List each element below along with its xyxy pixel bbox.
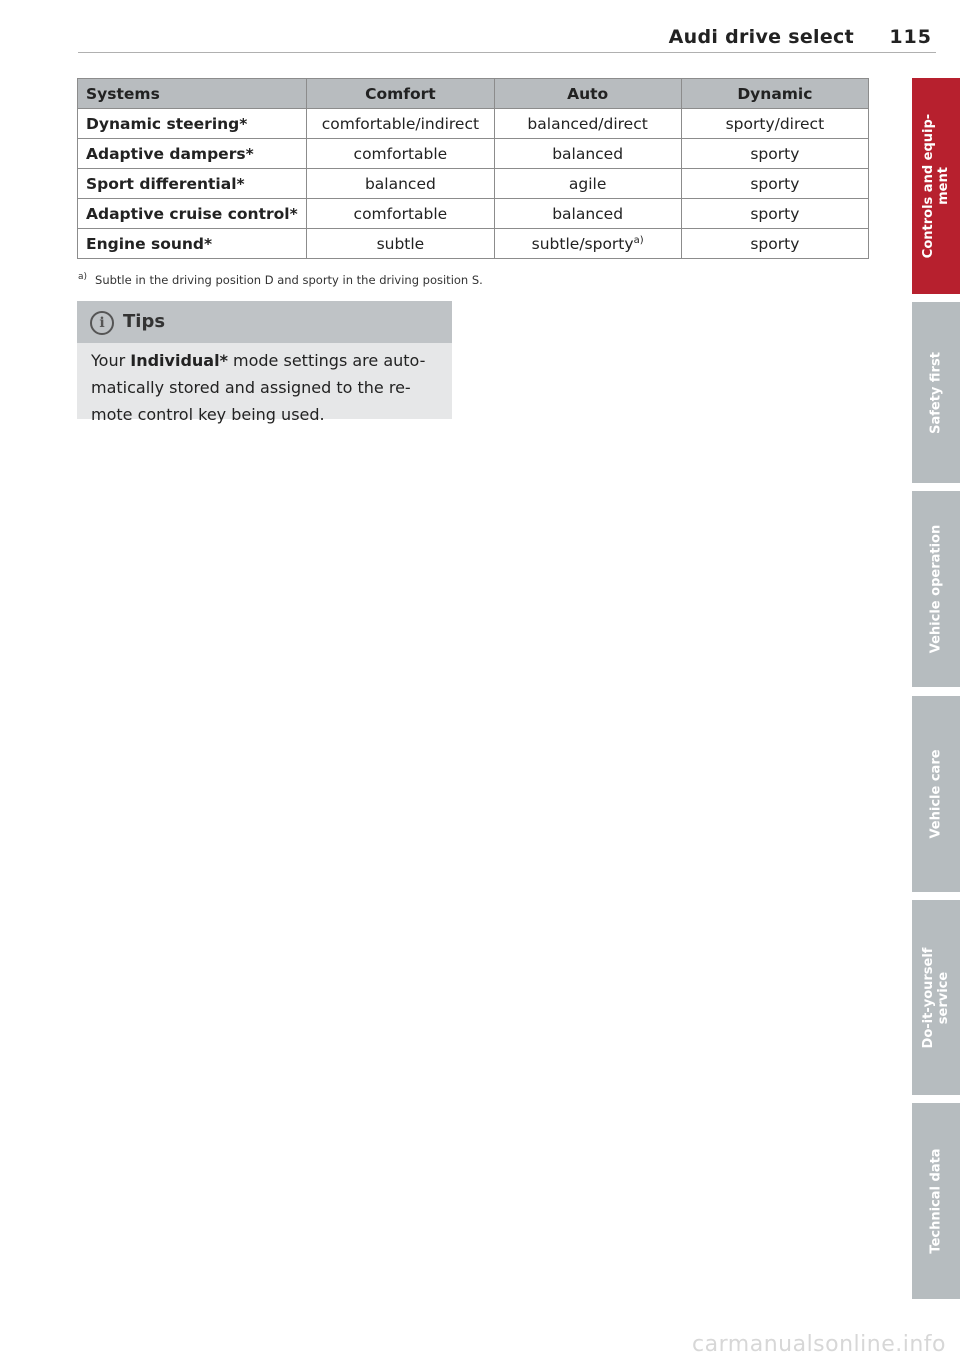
- table-row: [78, 169, 869, 199]
- cell-auto: [494, 229, 681, 259]
- side-tab-label: Safety first: [928, 351, 944, 434]
- table-row: [78, 139, 869, 169]
- footnote-text: Subtle in the driving position D and sporty in the driving position S.: [95, 273, 483, 287]
- cell-auto: agile: [494, 169, 681, 199]
- cell-dynamic: sporty: [681, 199, 868, 229]
- column-header-comfort: Comfort: [307, 79, 494, 109]
- cell-dynamic: sporty: [681, 229, 868, 259]
- side-tab-label: Do-it-yourself service: [921, 947, 951, 1048]
- cell-comfort: comfortable/indirect: [307, 109, 494, 139]
- side-tab-label: Controls and equip- ment: [921, 113, 951, 259]
- tips-text-before: Your: [91, 351, 131, 370]
- table-row: [78, 229, 869, 259]
- info-icon: i: [90, 311, 114, 335]
- page-number: 115: [889, 26, 932, 48]
- side-tab-controls[interactable]: [912, 78, 960, 294]
- table-row: [78, 199, 869, 229]
- cell-auto: balanced: [494, 199, 681, 229]
- footnote-ref[interactable]: a): [633, 234, 644, 246]
- cell-dynamic: sporty/direct: [681, 109, 868, 139]
- cell-system: Adaptive cruise control*: [78, 199, 307, 229]
- tips-text-after: mode settings are auto-matically stored and assigned to the re-mote control key being used.: [91, 351, 426, 424]
- tips-box: [77, 301, 452, 424]
- footnote-marker: a): [78, 272, 88, 283]
- column-header-dynamic: Dynamic: [681, 79, 868, 109]
- column-header-systems: Systems: [78, 79, 307, 109]
- page-header: [78, 22, 936, 53]
- cell-comfort: comfortable: [307, 199, 494, 229]
- tips-header: [77, 301, 452, 343]
- column-header-auto: Auto: [494, 79, 681, 109]
- cell-dynamic: sporty: [681, 169, 868, 199]
- cell-comfort: comfortable: [307, 139, 494, 169]
- side-tab-diy-service[interactable]: [912, 900, 960, 1095]
- watermark: carmanualsonline.info: [692, 1332, 946, 1357]
- side-tab-label: Vehicle operation: [928, 524, 944, 654]
- tips-text: [77, 343, 452, 428]
- table-header-row: [78, 79, 869, 109]
- table-row: [78, 109, 869, 139]
- cell-comfort: balanced: [307, 169, 494, 199]
- footnote: [78, 273, 483, 287]
- cell-comfort: subtle: [307, 229, 494, 259]
- cell-auto: balanced: [494, 139, 681, 169]
- cell-system: Engine sound*: [78, 229, 307, 259]
- drive-select-table: [77, 78, 869, 259]
- section-title: Audi drive select: [668, 26, 854, 48]
- side-tab-label: Vehicle care: [928, 749, 944, 839]
- side-tab-vehicle-operation[interactable]: [912, 491, 960, 687]
- cell-system: Dynamic steering*: [78, 109, 307, 139]
- side-tab-vehicle-care[interactable]: [912, 696, 960, 892]
- tips-title: Tips: [123, 311, 166, 332]
- cell-auto-text: subtle/sporty: [531, 234, 634, 253]
- tips-text-bold: Individual*: [130, 351, 228, 370]
- cell-dynamic: sporty: [681, 139, 868, 169]
- side-tab-technical-data[interactable]: [912, 1103, 960, 1299]
- cell-system: Adaptive dampers*: [78, 139, 307, 169]
- cell-system: Sport differential*: [78, 169, 307, 199]
- cell-auto: balanced/direct: [494, 109, 681, 139]
- side-tab-safety[interactable]: [912, 302, 960, 483]
- side-tab-label: Technical data: [928, 1148, 944, 1254]
